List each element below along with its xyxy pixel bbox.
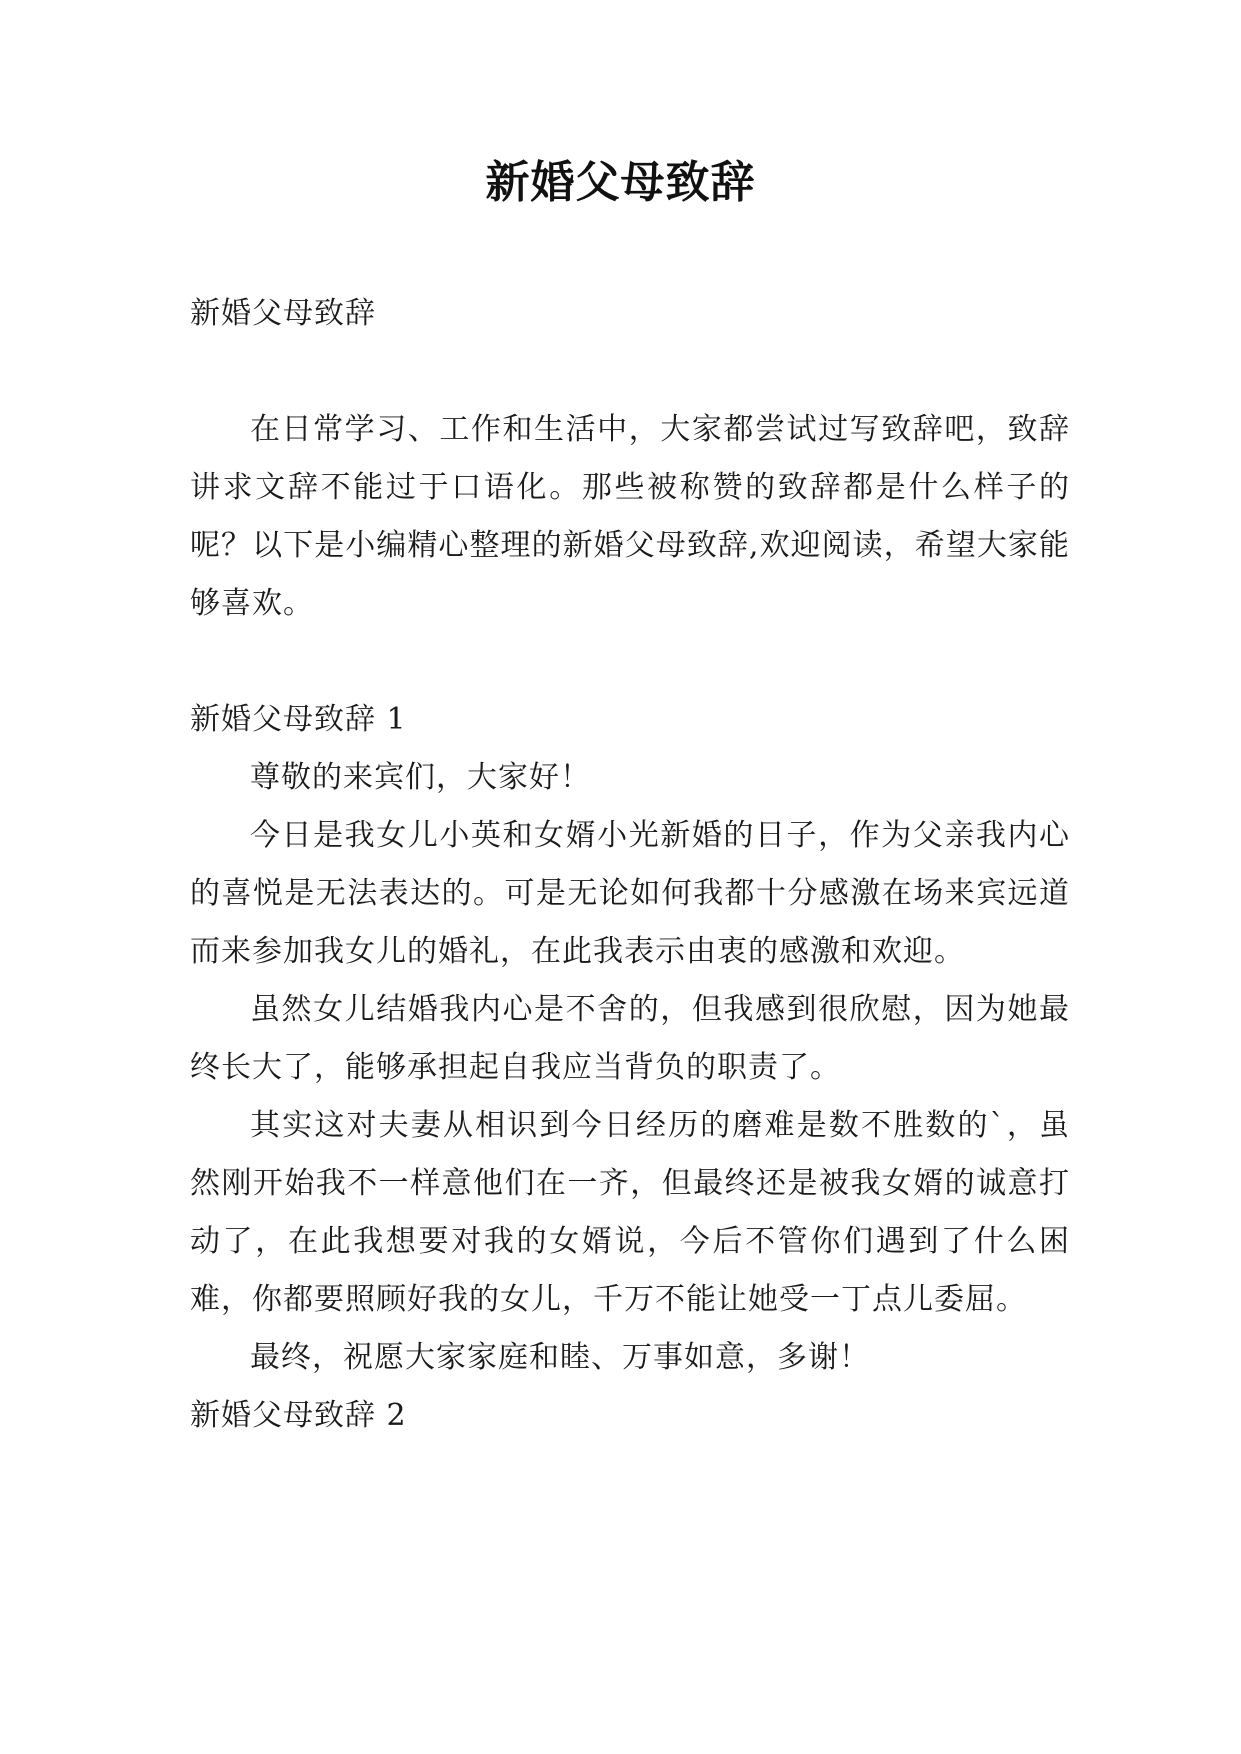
section-1-paragraph-2: 今日是我女儿小英和女婿小光新婚的日子，作为父亲我内心的喜悦是无法表达的。可是无论如何我都十分感激在场来宾远道而来参加我女儿的婚礼，在此我表示由衷的感激和欢迎。 <box>190 818 1070 969</box>
section-1-paragraph-1: 尊敬的来宾们，大家好！ <box>250 760 591 795</box>
section-2-heading: 新婚父母致辞 2 <box>190 1398 407 1433</box>
subtitle-label: 新婚父母致辞 <box>190 296 376 331</box>
document-body <box>190 285 1070 1445</box>
section-1-paragraph-5: 最终，祝愿大家家庭和睦、万事如意，多谢！ <box>250 1340 870 1375</box>
section-1-paragraph-4: 其实这对夫妻从相识到今日经历的磨难是数不胜数的`，虽然刚开始我不一样意他们在一齐，但最终还是被我女婿的诚意打动了，在此我想要对我的女婿说，今后不管你们遇到了什么困难，你都要照顾好我的女儿，千万不能让她受一丁点儿委屈。 <box>190 1108 1070 1317</box>
intro-paragraph: 在日常学习、工作和生活中，大家都尝试过写致辞吧，致辞讲求文辞不能过于口语化。那些被称赞的致辞都是什么样子的呢？以下是小编精心整理的新婚父母致辞,欢迎阅读，希望大家能够喜欢。 <box>190 412 1070 621</box>
section-1-paragraph-3: 虽然女儿结婚我内心是不舍的，但我感到很欣慰，因为她最终长大了，能够承担起自我应当背负的职责了。 <box>190 992 1070 1085</box>
document-title: 新婚父母致辞 <box>485 157 756 208</box>
section-1-heading: 新婚父母致辞 1 <box>190 702 407 737</box>
